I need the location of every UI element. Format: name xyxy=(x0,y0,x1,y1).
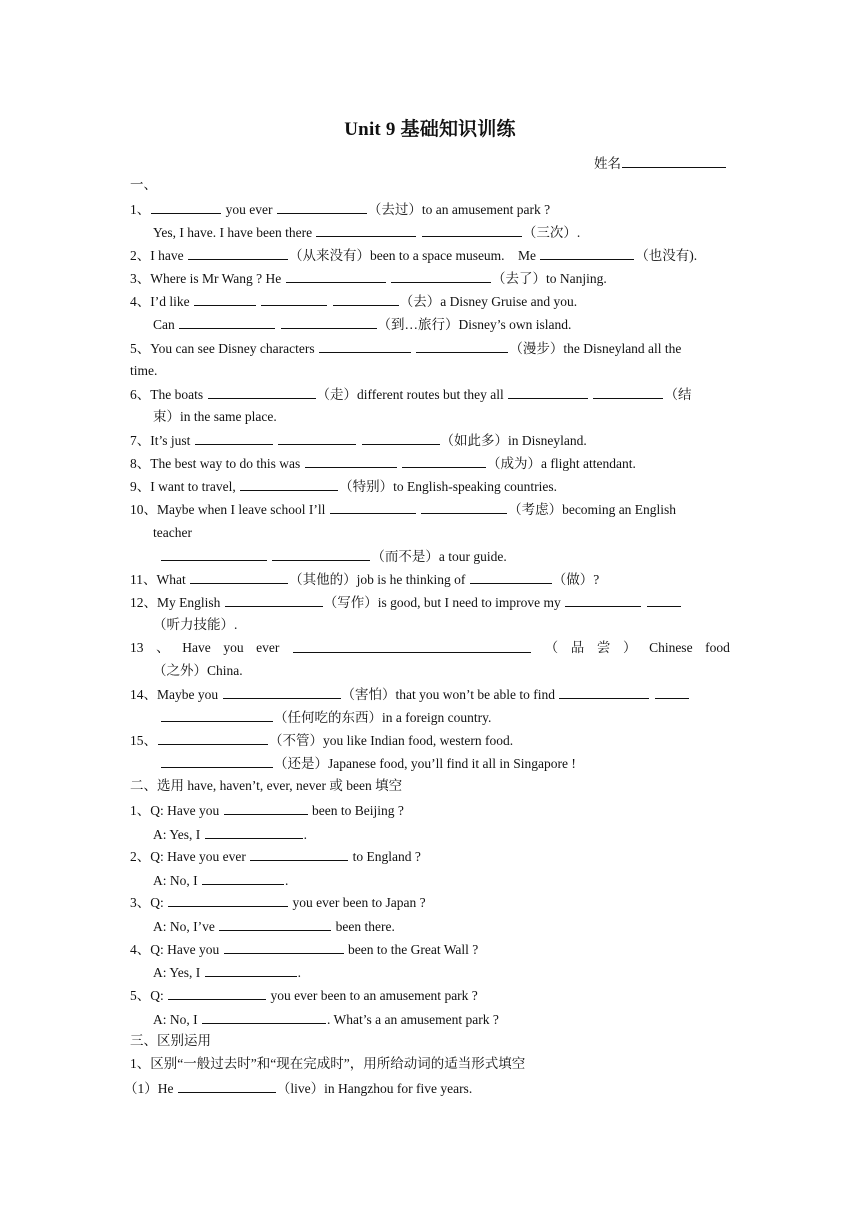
question-7: 7、It’s just （如此多）in Disneyland. xyxy=(130,433,587,448)
question-14: 14、Maybe you （害怕）that you won’t be able to find xyxy=(130,686,690,703)
question-2: 2、I have （从来没有）been to a space museum. Me （也没有). xyxy=(130,248,698,263)
answer-blank[interactable] xyxy=(508,386,588,399)
answer-blank[interactable] xyxy=(161,548,267,561)
answer-blank[interactable] xyxy=(225,594,323,607)
part2-question-2: 2、Q: Have you ever to England ? xyxy=(130,849,421,864)
answer-blank[interactable] xyxy=(179,316,275,329)
section-heading-3: 三、区别运用 xyxy=(130,1033,211,1048)
part3-instruction: 1、区别“一般过去时”和“现在完成时”，用所给动词的适当形式填空 xyxy=(130,1056,526,1071)
answer-blank[interactable] xyxy=(190,571,288,584)
part2-answer-4: A: Yes, I . xyxy=(153,965,302,980)
answer-blank[interactable] xyxy=(250,848,348,861)
name-label: 姓名 xyxy=(594,156,621,171)
section-heading-2: 二、选用 have, haven’t, ever, never 或 been 填空 xyxy=(130,778,403,793)
answer-blank[interactable] xyxy=(470,571,552,584)
answer-blank[interactable] xyxy=(330,501,416,514)
question-13: 13 、 Have you ever （ 品 尝 ） Chinese food xyxy=(130,640,730,655)
part2-answer-3: A: No, I’ve been there. xyxy=(153,919,395,934)
part2-question-3: 3、Q: you ever been to Japan ? xyxy=(130,895,426,910)
answer-blank[interactable] xyxy=(161,755,273,768)
answer-blank[interactable] xyxy=(178,1080,276,1093)
answer-blank[interactable] xyxy=(362,432,440,445)
part2-question-4: 4、Q: Have you been to the Great Wall ? xyxy=(130,942,479,957)
answer-blank[interactable] xyxy=(277,201,367,214)
question-5: 5、You can see Disney characters （漫步）the Disneyland all the xyxy=(130,341,682,356)
answer-blank[interactable] xyxy=(194,293,256,306)
answer-blank[interactable] xyxy=(319,340,411,353)
answer-blank[interactable] xyxy=(168,987,266,1000)
part2-question-1: 1、Q: Have you been to Beijing ? xyxy=(130,803,404,818)
question-6-line-2: 束）in the same place. xyxy=(153,409,277,424)
question-4: 4、I’d like （去）a Disney Gruise and you. xyxy=(130,294,578,309)
answer-blank[interactable] xyxy=(559,686,649,699)
answer-blank[interactable] xyxy=(278,432,356,445)
question-10-line-3: （而不是）a tour guide. xyxy=(160,548,507,565)
question-14-line-2: （任何吃的东西）in a foreign country. xyxy=(160,709,491,726)
answer-blank[interactable] xyxy=(655,686,689,699)
answer-blank[interactable] xyxy=(202,872,284,885)
question-10: 10、Maybe when I leave school I’ll （考虑）becoming an English xyxy=(130,502,677,517)
question-15: 15、 （不管）you like Indian food, western food. xyxy=(130,733,514,748)
answer-blank[interactable] xyxy=(647,594,681,607)
name-field-row xyxy=(594,152,727,172)
answer-blank[interactable] xyxy=(202,1011,326,1024)
answer-blank[interactable] xyxy=(223,686,341,699)
part2-answer-2: A: No, I . xyxy=(153,873,289,888)
answer-blank[interactable] xyxy=(286,270,386,283)
answer-blank[interactable] xyxy=(224,941,344,954)
answer-blank[interactable] xyxy=(240,478,338,491)
question-12-line-2: （听力技能）. xyxy=(153,617,238,632)
question-3: 3、Where is Mr Wang ? He （去了）to Nanjing. xyxy=(130,271,607,286)
answer-blank[interactable] xyxy=(208,386,316,399)
question-4-line-2: Can （到…旅行）Disney’s own island. xyxy=(153,317,572,332)
answer-blank[interactable] xyxy=(161,709,273,722)
question-1: 1、 you ever （去过）to an amusement park ? xyxy=(130,202,551,217)
answer-blank[interactable] xyxy=(416,340,508,353)
answer-blank[interactable] xyxy=(281,316,377,329)
answer-blank[interactable] xyxy=(305,455,397,468)
answer-blank[interactable] xyxy=(151,201,221,214)
answer-blank[interactable] xyxy=(272,548,370,561)
question-11: 11、What （其他的）job is he thinking of （做）? xyxy=(130,572,600,587)
name-blank[interactable] xyxy=(622,155,726,168)
part2-answer-1: A: Yes, I . xyxy=(153,827,308,842)
answer-blank[interactable] xyxy=(205,826,303,839)
question-1-answer: Yes, I have. I have been there （三次）. xyxy=(153,225,581,240)
question-13-line-2: （之外）China. xyxy=(153,663,243,678)
answer-blank[interactable] xyxy=(219,918,331,931)
answer-blank[interactable] xyxy=(593,386,663,399)
answer-blank[interactable] xyxy=(261,293,327,306)
part2-answer-5: A: No, I . What’s a an amusement park ? xyxy=(153,1012,499,1027)
answer-blank[interactable] xyxy=(224,802,308,815)
section-heading-1: 一、 xyxy=(130,177,157,192)
answer-blank[interactable] xyxy=(195,432,273,445)
answer-blank[interactable] xyxy=(391,270,491,283)
answer-blank[interactable] xyxy=(540,247,634,260)
answer-blank[interactable] xyxy=(205,964,297,977)
answer-blank[interactable] xyxy=(402,455,486,468)
question-9: 9、I want to travel, （特别）to English-speaking countries. xyxy=(130,479,557,494)
part3-question-1: （1）He （live）in Hangzhou for five years. xyxy=(124,1081,473,1096)
answer-blank[interactable] xyxy=(188,247,288,260)
question-8: 8、The best way to do this was （成为）a flight attendant. xyxy=(130,456,636,471)
answer-blank[interactable] xyxy=(422,224,522,237)
page-title: Unit 9 基础知识训练 xyxy=(344,119,516,140)
question-6: 6、The boats （走）different routes but they all （结 xyxy=(130,387,692,402)
answer-blank[interactable] xyxy=(158,732,268,745)
answer-blank[interactable] xyxy=(333,293,399,306)
question-5-line-2: time. xyxy=(130,363,158,378)
answer-blank[interactable] xyxy=(316,224,416,237)
answer-blank[interactable] xyxy=(565,594,641,607)
question-10-line-2: teacher xyxy=(153,525,192,540)
question-12: 12、My English （写作）is good, but I need to improve my xyxy=(130,594,682,611)
answer-blank[interactable] xyxy=(421,501,507,514)
question-15-line-2: （还是）Japanese food, you’ll find it all in Singapore ! xyxy=(160,755,576,772)
answer-blank[interactable] xyxy=(293,640,531,653)
part2-question-5: 5、Q: you ever been to an amusement park ? xyxy=(130,988,478,1003)
answer-blank[interactable] xyxy=(168,894,288,907)
